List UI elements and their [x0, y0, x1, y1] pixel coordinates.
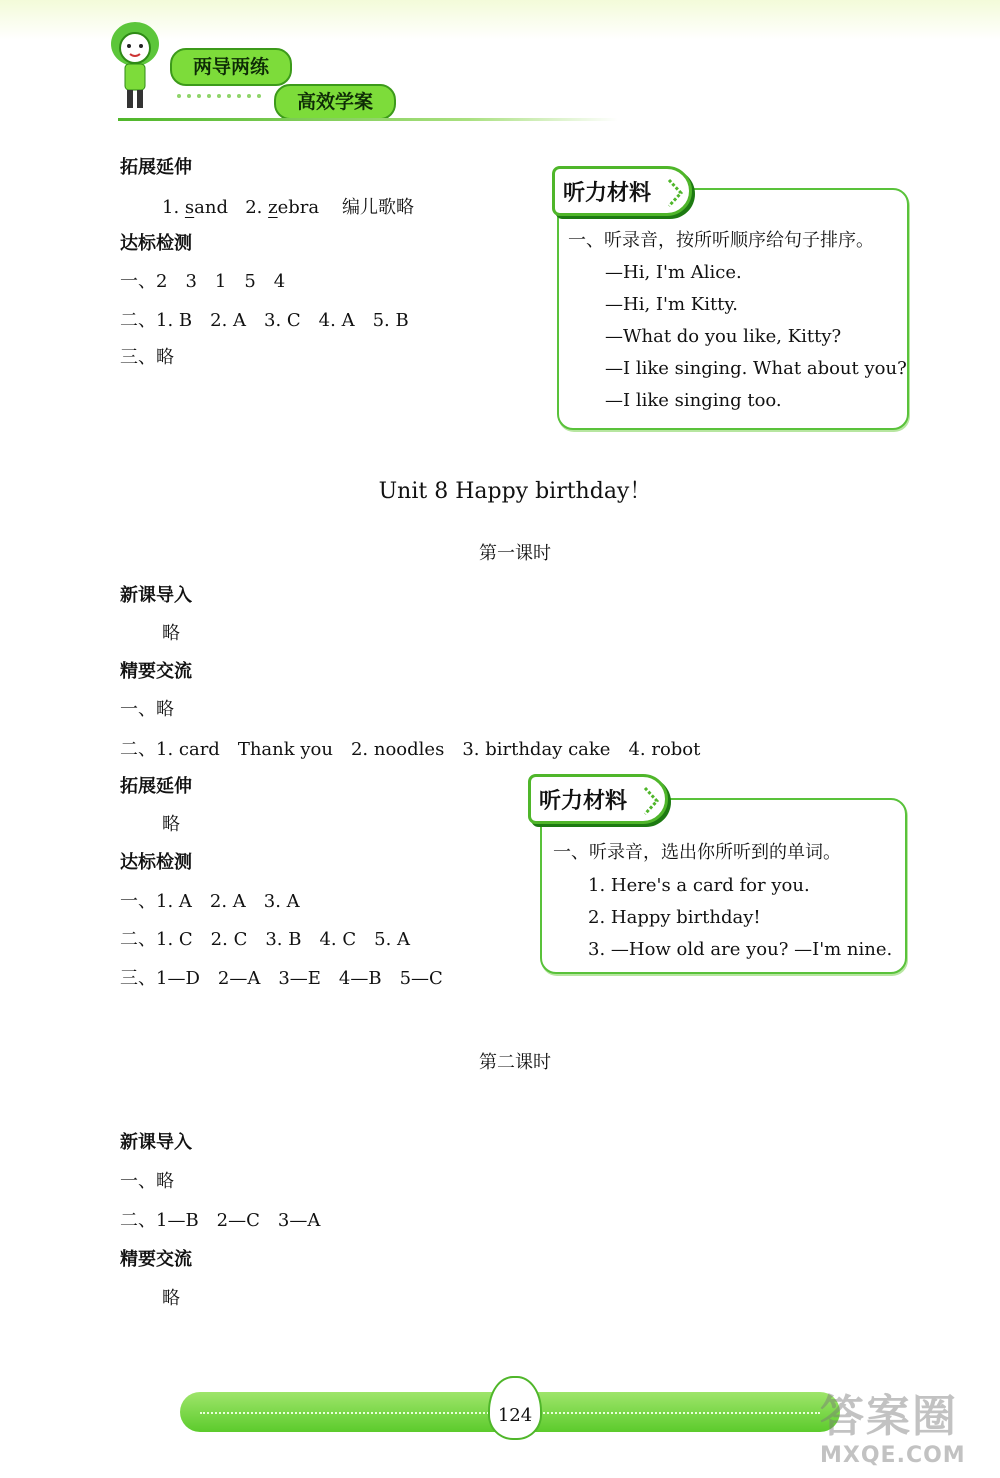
listening-line: —Hi, I'm Kitty. — [605, 294, 738, 315]
listening-instruction: 一、听录音，按所听顺序给句子排序。 — [568, 230, 874, 251]
section-heading-xinke: 新课导入 — [120, 1132, 192, 1153]
answer-line: 一、2 3 1 5 4 — [120, 271, 286, 292]
brand-title-top: 两导两练 — [170, 48, 292, 86]
listening-line: 3. —How old are you? —I'm nine. — [588, 939, 893, 960]
watermark-url: MXQE.COM — [820, 1443, 966, 1468]
answer-line: 略 — [162, 814, 180, 835]
section-heading-tuozhan: 拓展延伸 — [120, 157, 192, 178]
underlined-letter: z — [268, 197, 278, 218]
answer-line: 略 — [162, 623, 180, 644]
section-heading-jingyao: 精要交流 — [120, 1249, 192, 1270]
unit-title: Unit 8 Happy birthday！ — [378, 479, 652, 504]
tag-label: 听力材料 — [563, 181, 652, 206]
listening-instruction: 一、听录音，选出你所听到的单词。 — [553, 842, 841, 863]
girl-mascot-icon — [100, 18, 170, 118]
answer-line: 三、1—D 2—A 3—E 4—B 5—C — [120, 968, 443, 989]
word-rest: ebra — [277, 197, 320, 218]
answer-line: 二、1—B 2—C 3—A — [120, 1210, 321, 1231]
arrow-icon — [643, 786, 659, 816]
answer-line: 一、1. A 2. A 3. A — [120, 891, 300, 912]
answer-line: 一、略 — [120, 699, 174, 720]
item-number: 1. — [162, 197, 180, 218]
item-number: 2. — [245, 197, 263, 218]
listening-line: 2. Happy birthday! — [588, 907, 761, 928]
listening-line: 1. Here's a card for you. — [588, 875, 810, 896]
answer-line-tuozhan — [162, 196, 414, 220]
watermark-logo-text: 答案圈 — [820, 1391, 958, 1442]
answer-line: 二、1. B 2. A 3. C 4. A 5. B — [120, 310, 409, 331]
extra-note: 编儿歌略 — [342, 197, 415, 218]
listening-material-tag — [552, 166, 692, 216]
decorative-dots-icon — [175, 90, 270, 102]
listening-line: —Hi, I'm Alice. — [605, 262, 742, 283]
listening-line: —I like singing. What about you? — [605, 358, 907, 379]
lesson-title: 第一课时 — [479, 543, 551, 564]
word-rest: and — [194, 197, 229, 218]
page-number: 124 — [488, 1376, 542, 1440]
answer-line: 二、1. card Thank you 2. noodles 3. birthday cake 4. robot — [120, 739, 701, 760]
answer-line: 二、1. C 2. C 3. B 4. C 5. A — [120, 929, 411, 950]
section-heading-xinke: 新课导入 — [120, 585, 192, 606]
watermark — [820, 1392, 990, 1472]
section-heading-dabiao: 达标检测 — [120, 852, 192, 873]
section-heading-tuozhan: 拓展延伸 — [120, 776, 192, 797]
section-heading-dabiao: 达标检测 — [120, 233, 192, 254]
lesson-title: 第二课时 — [479, 1052, 551, 1073]
listening-line: —What do you like, Kitty? — [605, 326, 842, 347]
section-heading-jingyao: 精要交流 — [120, 661, 192, 682]
underlined-letter: s — [184, 197, 195, 218]
tag-label: 听力材料 — [539, 789, 628, 814]
brand-title-bottom: 高效学案 — [274, 84, 396, 120]
arrow-icon — [667, 178, 683, 208]
listening-material-tag — [528, 774, 668, 824]
answer-line: 三、略 — [120, 347, 174, 368]
listening-line: —I like singing too. — [605, 390, 782, 411]
answer-line: 略 — [162, 1288, 180, 1309]
header-divider — [118, 118, 618, 121]
answer-line: 一、略 — [120, 1171, 174, 1192]
